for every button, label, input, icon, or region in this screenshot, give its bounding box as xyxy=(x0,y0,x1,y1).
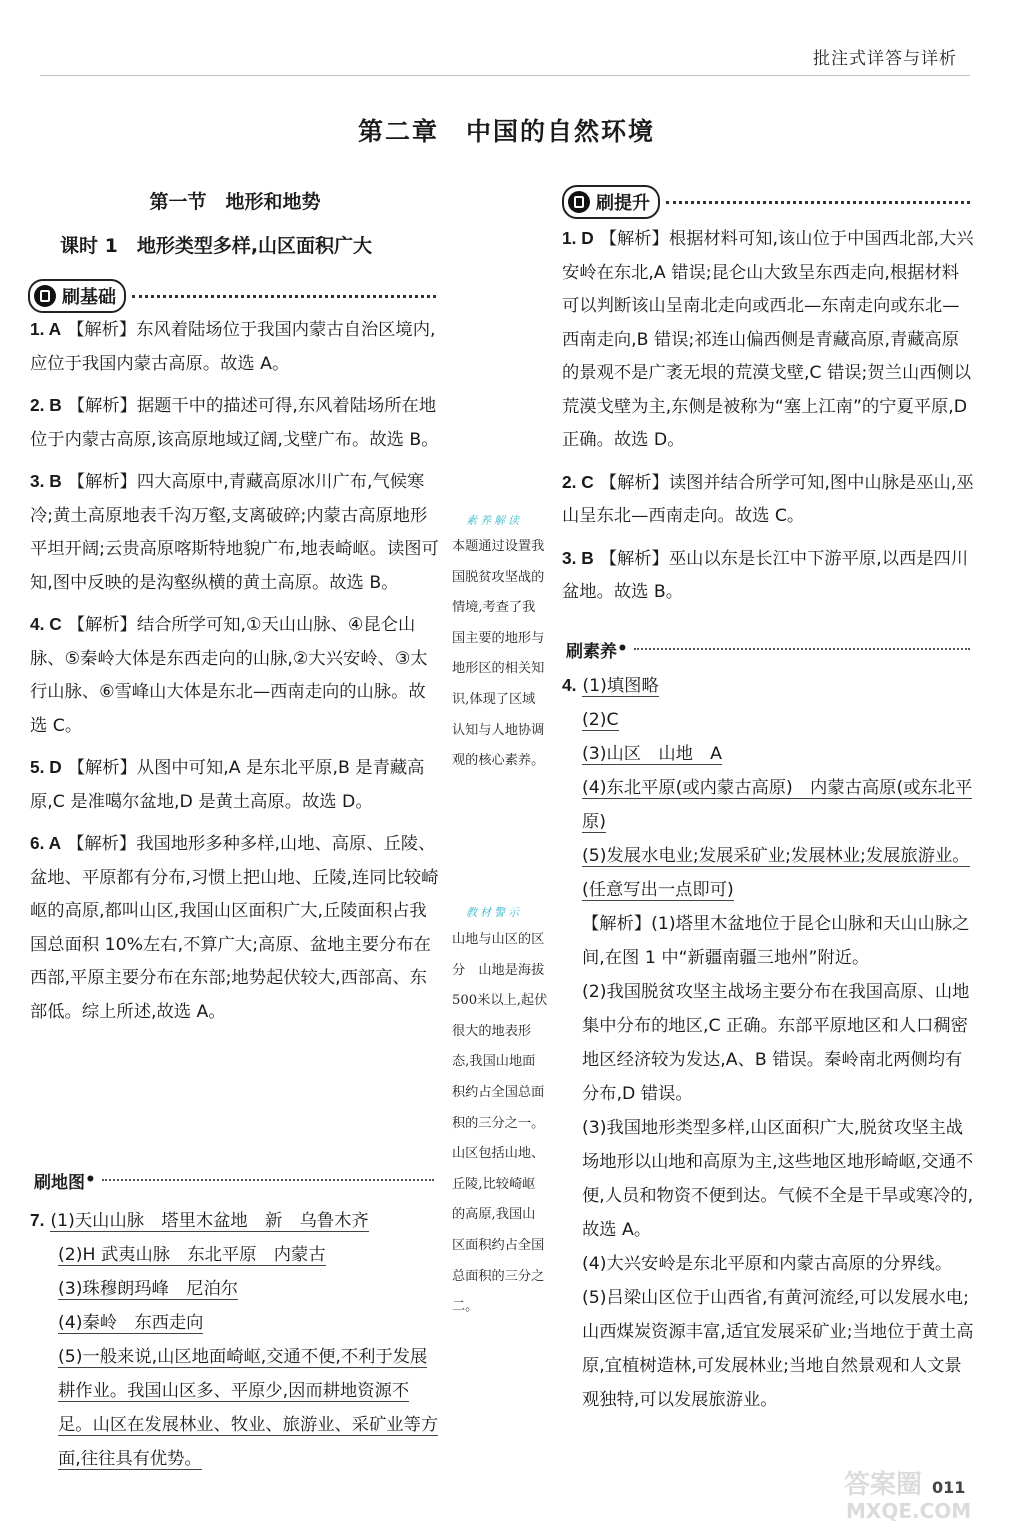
dotted-divider xyxy=(132,295,436,298)
answer-item: 6. A 【解析】我国地形多种多样,山地、高原、丘陵、盆地、平原都有分布,习惯上把山地、丘陵,连同比较崎岖的高原,都叫山区,我国山区面积广大,丘陵面积占我国总面积 10%左右,不算广大;高原、盆地主要分布在西部,平原主要分布在东部;地势起伏较大,西部高、东部低。综上所述,故选 A。 xyxy=(30,833,439,1022)
analysis-2: (2)我国脱贫攻坚主战场主要分布在我国高原、山地集中分布的地区,C 正确。东部平原地区和人口稠密地区经济较为发达,A、B 错误。秦岭南北两侧均有分布,D 错误。 xyxy=(582,982,970,1104)
running-header: 批注式详答与详析 xyxy=(813,49,957,69)
chapter-title: 第二章 中国的自然环境 xyxy=(357,117,655,146)
analysis-1: 【解析】(1)塔里木盆地位于昆仑山脉和天山山脉之间,在图 1 中“新疆南疆三地州”附近。 xyxy=(582,914,970,968)
section-title: 第一节 地形和地势 xyxy=(149,191,321,213)
analysis-5: (5)吕梁山区位于山西省,有黄河流经,可以发展水电;山西煤炭资源丰富,适宜发展采矿业;当地位于黄土高原,宜植树造林,可发展林业;当地自然景观和人文景观独特,可以发展旅游业。 xyxy=(582,1288,974,1410)
lesson-title: 课时 1 地形类型多样,山区面积广大 xyxy=(60,235,373,257)
book-icon xyxy=(568,191,590,213)
question-4: 4. (1)填图略 (2)C (3)山区 山地 A (4)东北平原(或内蒙古高原) 内蒙古高原(或东北平原) (5)发展水电业;发展采矿业;发展林业;发展旅游业。(任意写出一点即可) 【解析】(1)塔里木盆地位于昆仑山脉和天山山脉之间,在图 1 中“新疆南疆三地州”附近。 (2)我国脱贫攻坚主战场主要分布在我国高原、山地集中分布的地区,C 正确。东部平原地区和人口稠密地区经济较为发达,A、B 错误。秦岭南北两侧均有分布,D 错误。 (3)我国地形类型多样,山区面积广大,脱贫攻坚主战场地形以山地和高原为主,这些地区地形崎岖,交通不便,人员和物资不便到达。气候不全是干旱或寒冷的,故选 A。 (4)大兴安岭是东北平原和内蒙古高原的分界线。 (5)吕梁山区位于山西省,有黄河流经,可以发展水电;山西煤炭资源丰富,适宜发展采矿业;当地位于黄土高原,宜植树造林,可发展林业;当地自然景观和人文景观独特,可以发展旅游业。 xyxy=(562,668,974,1417)
answer-item: 2. B 【解析】据题干中的描述可得,东风着陆场所在地位于内蒙古高原,该高原地域辽阔,戈壁广布。故选 B。 xyxy=(30,395,439,450)
answer-item: 4. C 【解析】结合所学可知,①天山山脉、④昆仑山脉、⑤秦岭大体是东西走向的山脉,②大兴安岭、③太行山脉、⑥雪峰山大体是东北—西南走向的山脉。故选 C。 xyxy=(30,614,428,736)
right-answers xyxy=(562,222,974,610)
improve-practice-header xyxy=(562,185,970,219)
textbook-warning-note: 山地与山区的区分 山地是海拔500米以上,起伏很大的地表形态,我国山地面积约占全国总面积的三分之一。山区包括山地、丘陵,比较崎岖的高原,我国山区面积约占全国总面积的三分之二。 xyxy=(452,932,548,1315)
basic-practice-badge: 刷基础 xyxy=(28,279,126,313)
analysis-4: (4)大兴安岭是东北平原和内蒙古高原的分界线。 xyxy=(582,1254,953,1274)
answer-item: 1. A 【解析】东风着陆场位于我国内蒙古自治区境内,应位于我国内蒙古高原。故选 A。 xyxy=(30,319,436,374)
page-number: 011 xyxy=(932,1478,966,1497)
literacy-note: 本题通过设置我国脱贫攻坚战的情境,考查了我国主要的地形与地形区的相关知识,体现了区域认知与人地协调观的核心素养。 xyxy=(452,539,545,769)
answer-item: 3. B 【解析】四大高原中,青藏高原冰川广布,气候寒冷;黄土高原地表千沟万壑,支离破碎;内蒙古高原地形平坦开阔;云贵高原喀斯特地貌广布,地表崎岖。读图可知,图中反映的是沟壑纵横的黄土高原。故选 B。 xyxy=(30,471,439,593)
header-rule xyxy=(40,75,970,76)
analysis-3: (3)我国地形类型多样,山区面积广大,脱贫攻坚主战场地形以山地和高原为主,这些地区地形崎岖,交通不便,人员和物资不便到达。气候不全是干旱或寒冷的,故选 A。 xyxy=(582,1118,974,1240)
answer-item: 5. D 【解析】从图中可知,A 是东北平原,B 是青藏高原,C 是准噶尔盆地,D 是黄土高原。故选 D。 xyxy=(30,757,425,812)
dotted-divider xyxy=(666,201,970,204)
answer-item: 2. C 【解析】读图并结合所学可知,图中山脉是巫山,巫山呈东北—西南走向。故选 C。 xyxy=(562,471,974,526)
map-practice-heading: 刷地图 • xyxy=(34,1165,434,1195)
textbook-warning-tag: 教材警示 xyxy=(466,906,522,919)
svg-text:MXQE.COM: MXQE.COM xyxy=(846,1499,972,1523)
svg-text:答案圈: 答案圈 xyxy=(844,1470,923,1500)
watermark-logo xyxy=(840,1463,990,1523)
literacy-practice-heading: 刷素养 • xyxy=(566,634,970,664)
book-icon xyxy=(34,285,56,307)
literacy-note-tag: 素养解读 xyxy=(466,514,522,527)
answer-item: 3. B 【解析】巫山以东是长江中下游平原,以西是四川盆地。故选 B。 xyxy=(562,547,969,602)
answer-item: 1. D 【解析】根据材料可知,该山位于中国西北部,大兴安岭在东北,A 错误;昆仑山大致呈东西走向,根据材料可以判断该山呈南北走向或西北—东南走向或东北—西南走向,B 错误;祁连山偏西侧是青藏高原,青藏高原的景观不是广袤无垠的荒漠戈壁,C 错误;贺兰山西侧以荒漠戈壁为主,东侧是被称为“塞上江南”的宁夏平原,D 正确。故选 D。 xyxy=(562,228,974,450)
improve-practice-badge: 刷提升 xyxy=(562,185,660,219)
question-7: 7. (1)天山山脉 塔里木盆地 新 乌鲁木齐 (2)H 武夷山脉 东北平原 内蒙古 (3)珠穆朗玛峰 尼泊尔 (4)秦岭 东西走向 (5)一般来说,山区地面崎岖,交通不便,不利于发展耕作业。我国山区多、平原少,因而耕地资源不足。山区在发展林业、牧业、旅游业、采矿业等方面,往往具有优势。 xyxy=(30,1210,439,1469)
basic-practice-header xyxy=(28,279,436,313)
left-answers xyxy=(30,313,440,1029)
